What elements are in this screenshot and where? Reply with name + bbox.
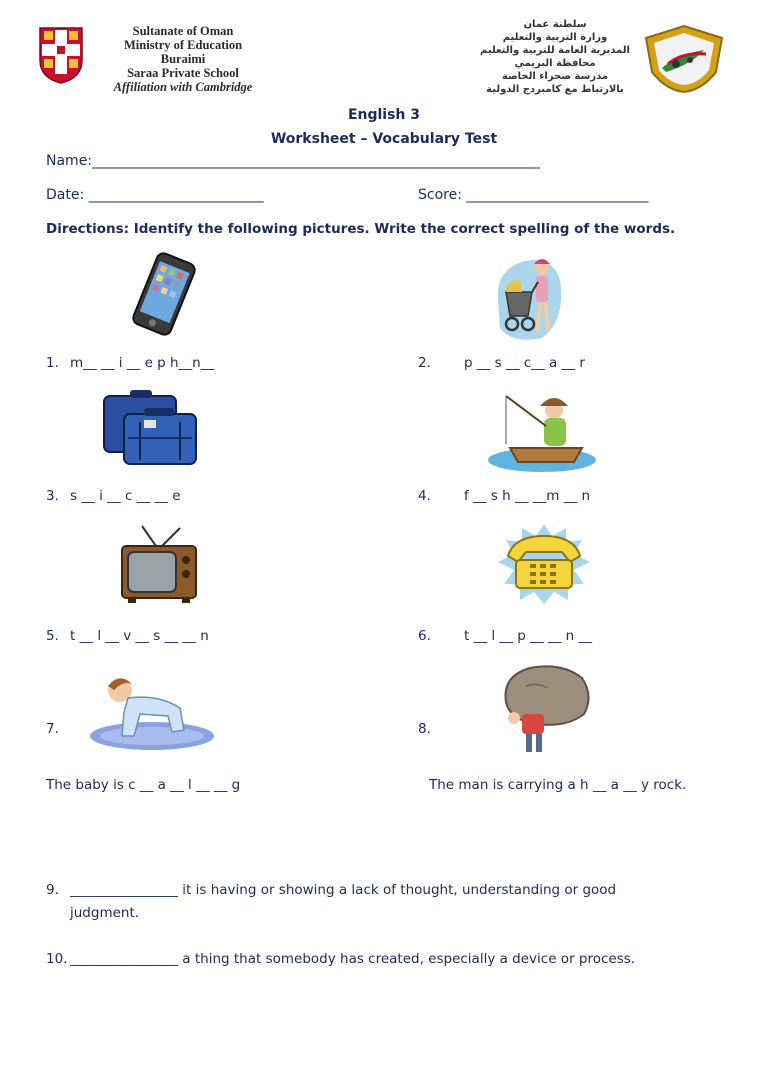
question-word[interactable]: t __ l __ v __ s __ __ n bbox=[70, 628, 209, 644]
question-word[interactable]: s __ i __ c __ __ e bbox=[70, 488, 181, 504]
fisherman-icon bbox=[484, 386, 600, 476]
question-1 bbox=[46, 355, 214, 371]
question-number: 6. bbox=[418, 628, 431, 644]
name-field[interactable]: Name:________________________________________________________________ bbox=[46, 153, 541, 169]
definition-9 bbox=[46, 879, 726, 925]
header-line-ar: بالارتباط مع كامبردج الدولية bbox=[486, 84, 624, 95]
header-line-ar: سلطنة عمان bbox=[523, 19, 587, 30]
stroller-icon bbox=[492, 250, 566, 344]
header-line-ar: المديرية العامة للتربية والتعليم bbox=[480, 45, 630, 56]
suitcase-icon bbox=[100, 386, 200, 468]
header-line: Buraimi bbox=[160, 52, 206, 66]
header-line: Sultanate of Oman bbox=[132, 24, 234, 38]
mobile-phone-icon bbox=[124, 252, 204, 336]
definition-text: a thing that somebody has created, especially a device or process. bbox=[182, 951, 636, 967]
question-number: 3. bbox=[46, 488, 59, 504]
question-5 bbox=[46, 628, 209, 644]
question-number: 2. bbox=[418, 355, 431, 371]
man-carrying-rock-icon bbox=[496, 662, 596, 756]
television-icon bbox=[118, 522, 200, 604]
question-word[interactable]: p __ s __ c__ a __ r bbox=[464, 355, 585, 371]
answer-blank[interactable]: ________________ bbox=[70, 951, 178, 967]
question-number: 5. bbox=[46, 628, 59, 644]
telephone-icon bbox=[494, 522, 594, 606]
question-word[interactable]: f __ s h __ __m __ n bbox=[464, 488, 591, 504]
sentence-man[interactable]: The man is carrying a h __ a __ y rock. bbox=[429, 777, 687, 793]
directions-text: Directions: Identify the following pictures. Write the correct spelling of the words. bbox=[46, 221, 676, 237]
question-word[interactable]: t __ l __ p __ __ n __ bbox=[464, 628, 592, 644]
date-field[interactable]: Date: _________________________ bbox=[46, 187, 264, 203]
school-badge-icon bbox=[642, 24, 726, 94]
header-line: Saraa Private School bbox=[127, 66, 239, 80]
question-7 bbox=[46, 721, 70, 737]
course-title: English 3 bbox=[347, 107, 421, 123]
question-2 bbox=[418, 355, 585, 371]
header-line: Ministry of Education bbox=[123, 38, 243, 52]
header-line: Affiliation with Cambridge bbox=[113, 80, 253, 94]
header-line-ar: مدرسة صحراء الخاصة bbox=[501, 71, 609, 82]
question-8 bbox=[418, 721, 464, 737]
question-number: 4. bbox=[418, 488, 431, 504]
school-header-english bbox=[88, 24, 278, 94]
definition-text-continued: judgment. bbox=[70, 905, 140, 921]
question-4 bbox=[418, 488, 590, 504]
crawling-baby-icon bbox=[88, 668, 216, 752]
answer-blank[interactable]: ________________ bbox=[70, 882, 178, 898]
question-6 bbox=[418, 628, 592, 644]
definition-text: it is having or showing a lack of thought, understanding or good bbox=[182, 882, 617, 898]
score-field[interactable]: Score: __________________________ bbox=[418, 187, 649, 203]
question-number: 1. bbox=[46, 355, 59, 371]
school-crest-icon bbox=[38, 26, 84, 84]
question-number: 8. bbox=[418, 721, 431, 737]
sentence-baby[interactable]: The baby is c __ a __ l __ __ g bbox=[46, 777, 241, 793]
definition-number: 9. bbox=[46, 882, 59, 898]
worksheet-title: Worksheet – Vocabulary Test bbox=[270, 131, 498, 147]
definition-10 bbox=[46, 948, 736, 971]
question-word[interactable]: m__ __ i __ e p h__n__ bbox=[70, 355, 215, 371]
school-header-arabic bbox=[470, 18, 640, 96]
definition-number: 10. bbox=[46, 951, 68, 967]
question-number: 7. bbox=[46, 721, 59, 737]
header-line-ar: محافظة البريمي bbox=[514, 58, 596, 69]
header-line-ar: وزارة التربية والتعليم bbox=[502, 32, 608, 43]
question-3 bbox=[46, 488, 181, 504]
